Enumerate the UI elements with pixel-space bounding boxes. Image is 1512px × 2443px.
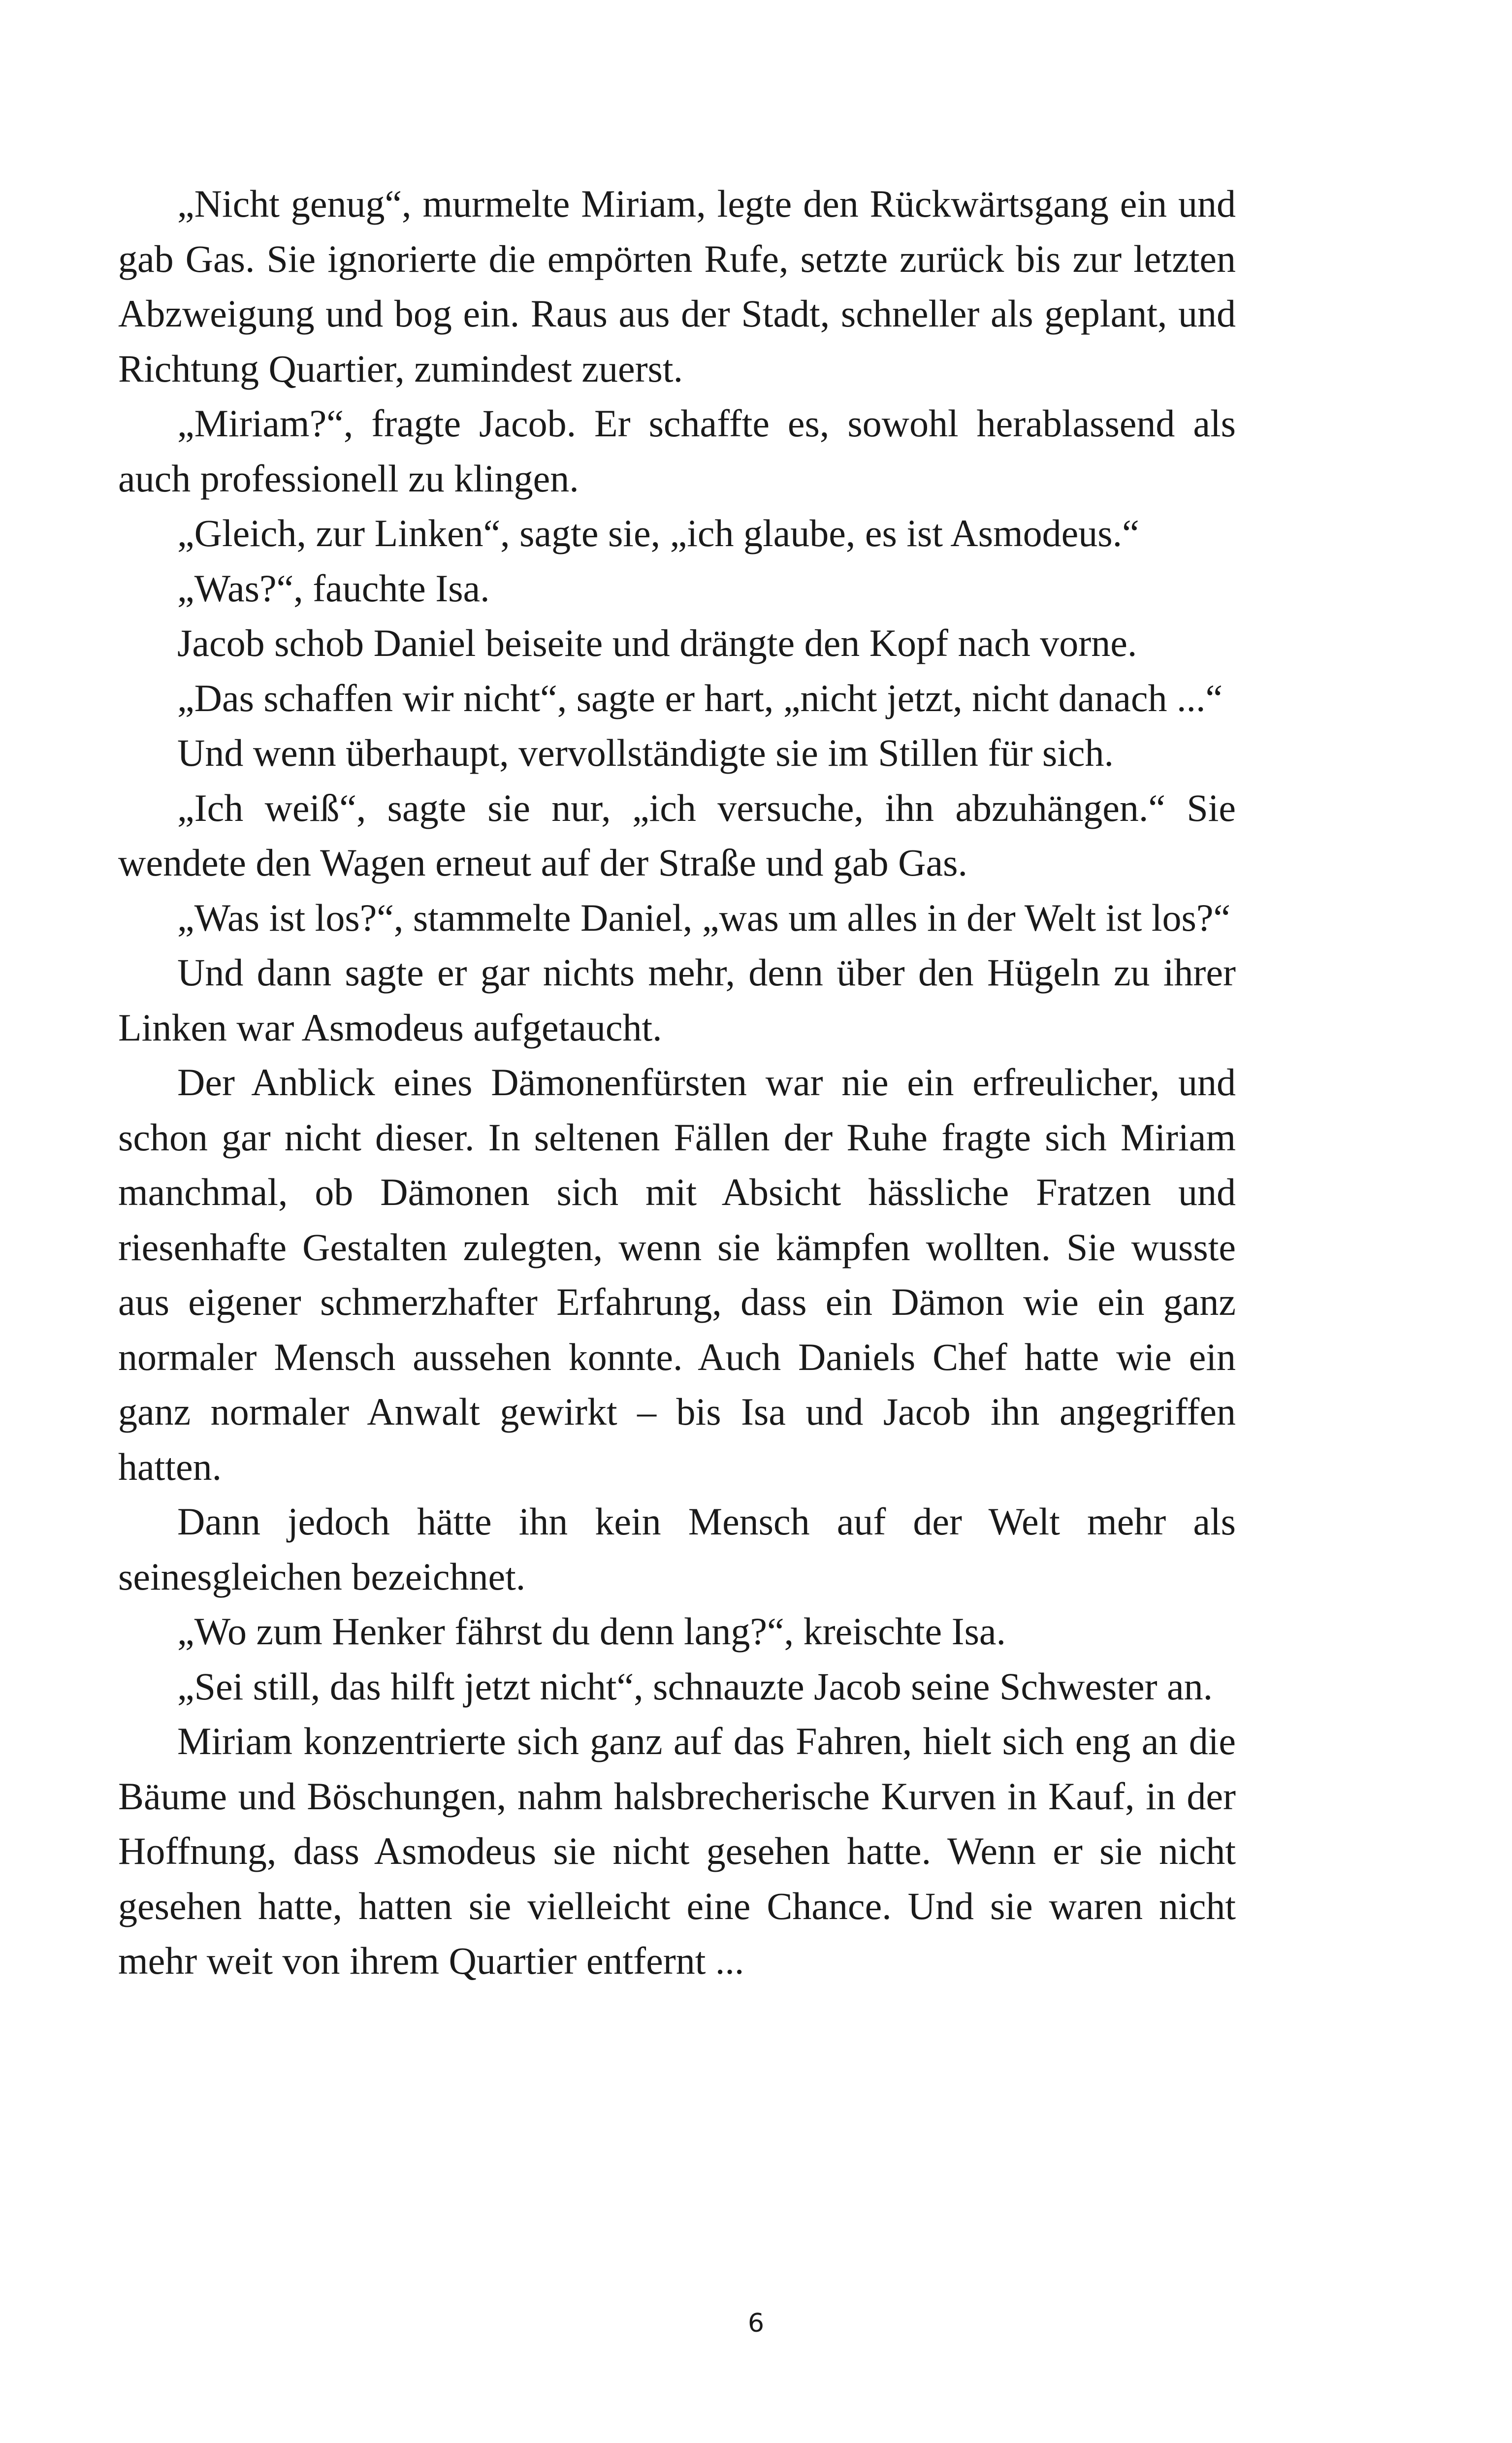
paragraph: Miriam konzentrierte sich ganz auf das Fahren, hielt sich eng an die Bäume und Böschungen, nahm halsbrecherische Kurven in Kauf, in der Hoffnung, dass Asmodeus sie nicht gesehen hatte. Wenn er sie nicht gesehen hatte, hatten sie vielleicht eine Chance. Und sie waren nicht mehr weit von ihrem Quartier entfernt ...: [118, 1720, 1236, 1982]
paragraph: „Gleich, zur Linken“, sagte sie, „ich glaube, es ist Asmodeus.“: [177, 512, 1139, 554]
paragraph: „Das schaffen wir nicht“, sagte er hart, „nicht jetzt, nicht danach ...“: [177, 676, 1223, 719]
paragraph: Jacob schob Daniel beiseite und drängte den Kopf nach vorne.: [177, 621, 1137, 664]
paragraph: Und wenn überhaupt, vervollständigte sie im Stillen für sich.: [177, 731, 1114, 774]
paragraph: Dann jedoch hätte ihn kein Mensch auf der Welt mehr als seinesgleichen bezeichnet.: [118, 1500, 1236, 1598]
paragraph: „Nicht genug“, murmelte Miriam, legte den Rückwärtsgang ein und gab Gas. Sie ignorierte die empörten Rufe, setzte zurück bis zur letzten Abzweigung und bog ein. Raus aus der Stadt, schneller als geplant, und Richtung Quartier, zumindest zuerst.: [118, 182, 1236, 390]
paragraph: „Ich weiß“, sagte sie nur, „ich versuche, ihn abzuhängen.“ Sie wendete den Wagen erneut auf der Straße und gab Gas.: [118, 786, 1236, 884]
paragraph: Der Anblick eines Dämonenfürsten war nie ein erfreulicher, und schon gar nicht dieser. In seltenen Fällen der Ruhe fragte sich Miriam manchmal, ob Dämonen sich mit Absicht hässliche Fratzen und riesenhafte Gestalten zulegten, wenn sie kämpfen wollten. Sie wusste aus eigener schmerzhafter Erfahrung, dass ein Dämon wie ein ganz normaler Mensch aussehen konnte. Auch Daniels Chef hatte wie ein ganz normaler Anwalt gewirkt – bis Isa und Jacob ihn angegriffen hatten.: [118, 1061, 1236, 1488]
paragraph: „Wo zum Henker fährst du denn lang?“, kreischte Isa.: [177, 1610, 1006, 1653]
paragraph: „Was?“, fauchte Isa.: [177, 566, 490, 610]
paragraph: „Was ist los?“, stammelte Daniel, „was um alles in der Welt ist los?“: [177, 896, 1231, 939]
paragraph: „Miriam?“, fragte Jacob. Er schaffte es, sowohl herablassend als auch professionell zu klingen.: [118, 402, 1236, 500]
paragraph: Und dann sagte er gar nichts mehr, denn über den Hügeln zu ihrer Linken war Asmodeus aufgetaucht.: [118, 951, 1236, 1049]
body-text: [118, 176, 1236, 1988]
paragraph: „Sei still, das hilft jetzt nicht“, schnauzte Jacob seine Schwester an.: [177, 1664, 1213, 1708]
page-number: 6: [747, 2309, 765, 2338]
